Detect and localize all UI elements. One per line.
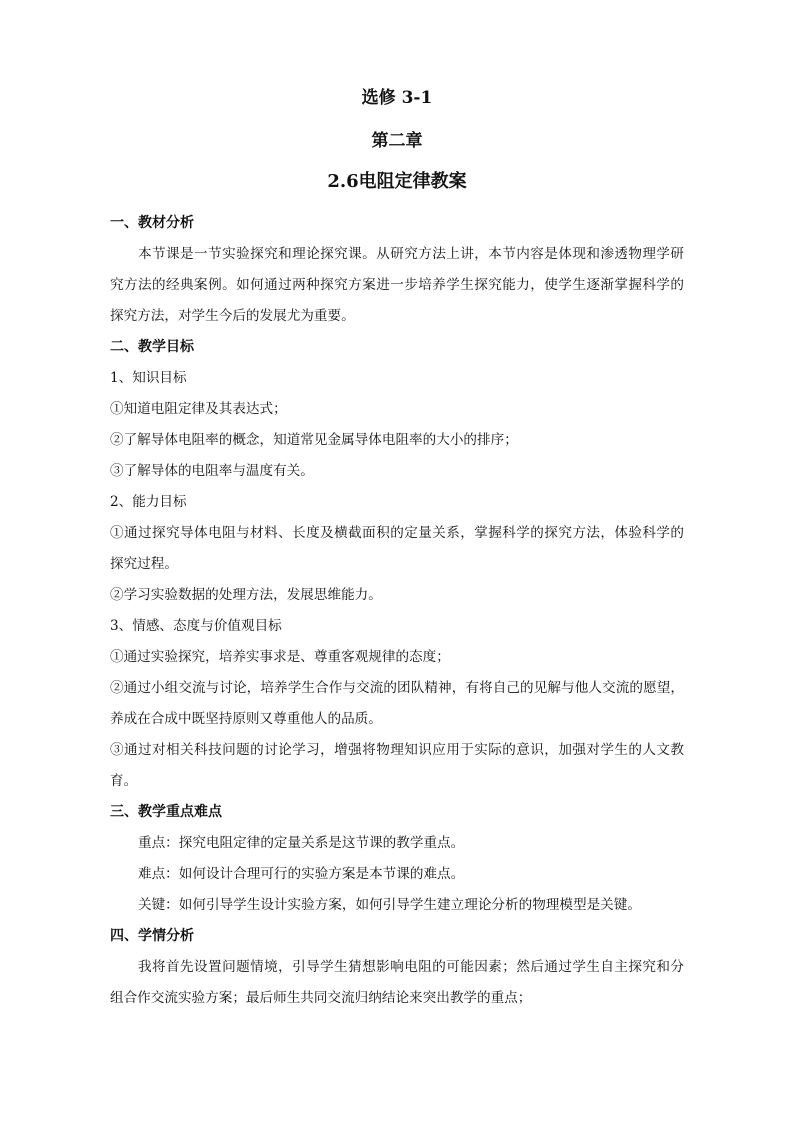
section-heading-teaching-objectives: 二、教学目标 xyxy=(110,339,194,355)
section-heading-key-difficult-points: 三、教学重点难点 xyxy=(110,804,222,820)
list-item: ②了解导体电阻率的概念，知道常见金属导体电阻率的大小的排序； xyxy=(110,432,518,448)
section-heading-learner-analysis: 四、学情分析 xyxy=(110,928,194,944)
chapter-title: 第二章 xyxy=(371,131,423,151)
document-body xyxy=(110,208,684,1014)
course-title: 选修 3-1 xyxy=(361,88,433,108)
crux-line: 关键：如何引导学生设计实验方案，如何引导学生建立理论分析的物理模型是关键。 xyxy=(138,897,641,913)
paragraph-line: 探究方法，对学生今后的发展尤为重要。 xyxy=(110,308,355,324)
list-item-continued: 育。 xyxy=(110,773,138,789)
list-item: ②通过小组交流与讨论，培养学生合作与交流的团队精神，有将自己的见解与他人交流的愿望， xyxy=(110,680,684,696)
difficult-point-line: 难点：如何设计合理可行的实验方案是本节课的难点。 xyxy=(138,866,465,882)
paragraph-line: 本节课是一节实验探究和理论探究课。从研究方法上讲，本节内容是体现和渗透物理学研 xyxy=(138,246,684,262)
key-point-line: 重点：探究电阻定律的定量关系是这节课的教学重点。 xyxy=(138,835,465,851)
list-item: ①通过实验探究，培养实事求是、尊重客观规律的态度； xyxy=(110,649,450,665)
subheading-knowledge-objectives: 1、知识目标 xyxy=(110,370,187,386)
list-item: ③了解导体的电阻率与温度有关。 xyxy=(110,463,314,479)
list-item: ①知道电阻定律及其表达式； xyxy=(110,401,287,417)
paragraph-line: 究方法的经典案例。如何通过两种探究方案进一步培养学生探究能力，使学生逐渐掌握科学的 xyxy=(110,277,684,293)
list-item-continued: 探究过程。 xyxy=(110,556,178,572)
list-item: ③通过对相关科技问题的讨论学习，增强将物理知识应用于实际的意识，加强对学生的人文教 xyxy=(110,742,684,758)
section-heading-material-analysis: 一、教材分析 xyxy=(110,215,194,231)
lesson-title: 2.6电阻定律教案 xyxy=(327,171,467,192)
list-item: ②学习实验数据的处理方法，发展思维能力。 xyxy=(110,587,382,603)
subheading-emotion-attitude-values: 3、情感、态度与价值观目标 xyxy=(110,618,282,634)
list-item: ①通过探究导体电阻与材料、长度及横截面积的定量关系，掌握科学的探究方法，体验科学的 xyxy=(110,525,684,541)
paragraph-line: 我将首先设置问题情境，引导学生猜想影响电阻的可能因素；然后通过学生自主探究和分 xyxy=(138,959,684,975)
subheading-ability-objectives: 2、能力目标 xyxy=(110,494,187,510)
list-item-continued: 养成在合成中既坚持原则又尊重他人的品质。 xyxy=(110,711,382,727)
paragraph-line: 组合作交流实验方案；最后师生共同交流归纳结论来突出教学的重点； xyxy=(110,990,532,1006)
